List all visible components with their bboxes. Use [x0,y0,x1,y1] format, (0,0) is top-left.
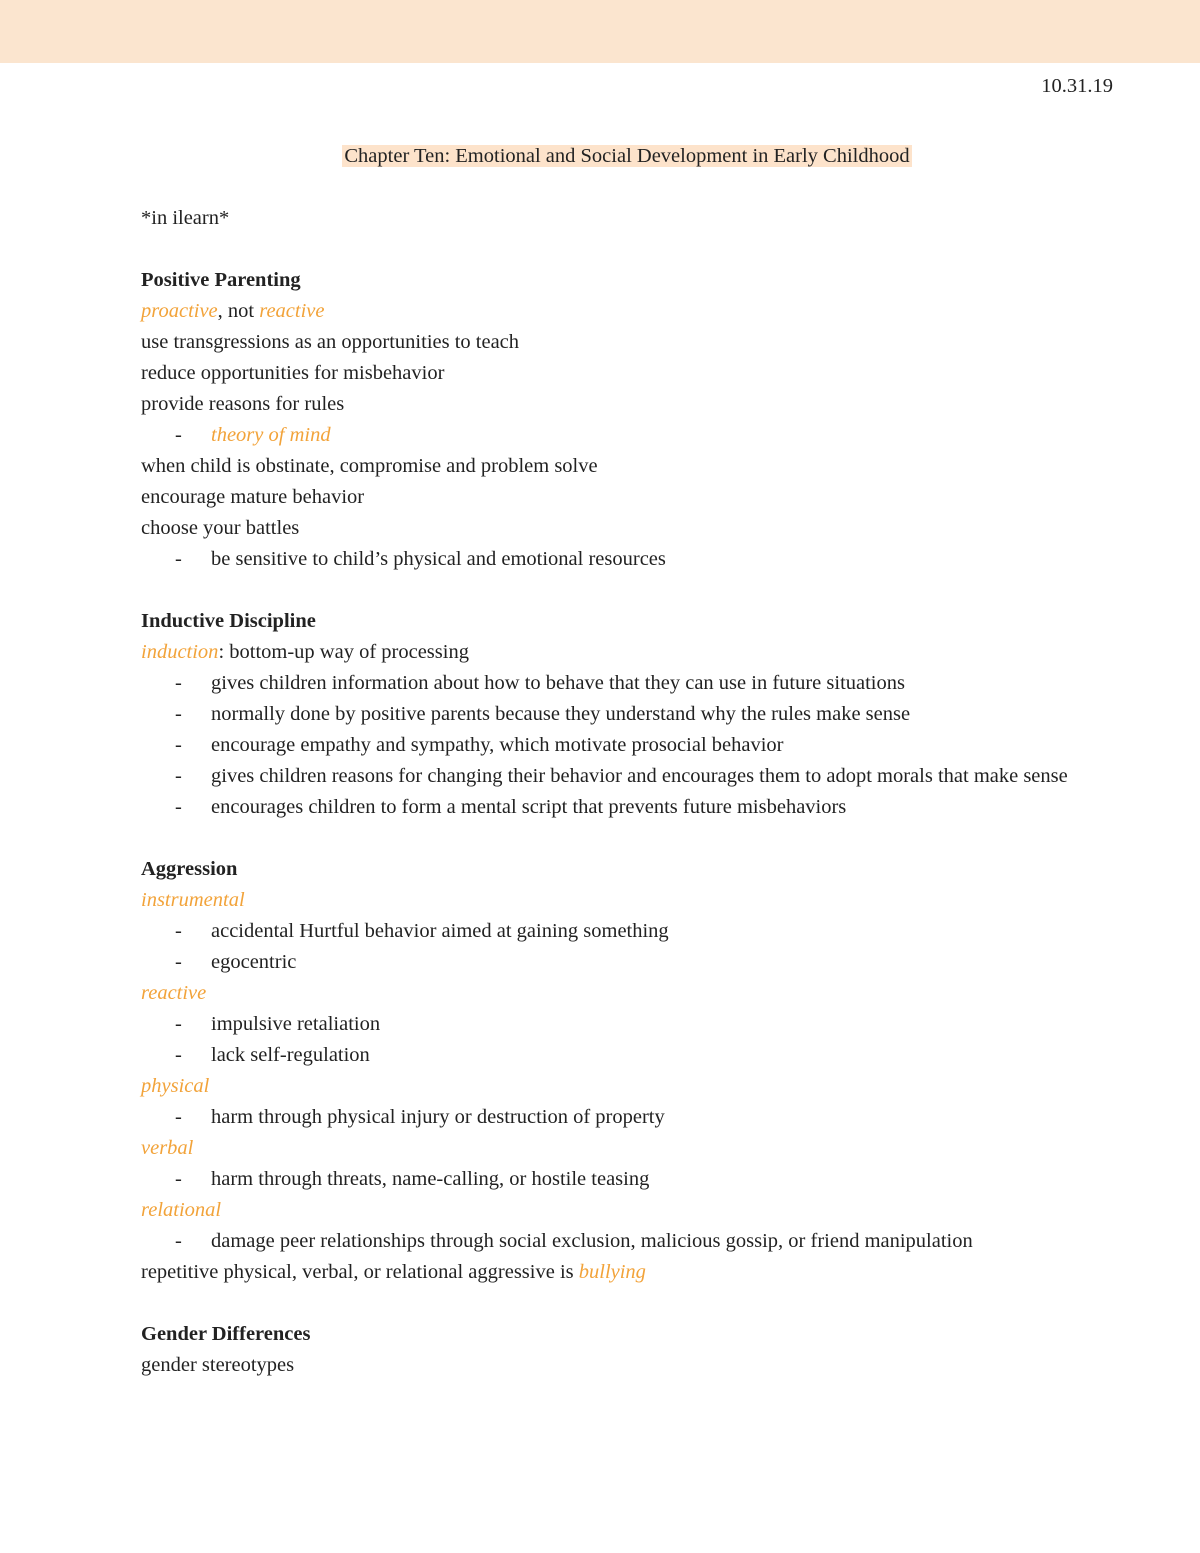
bullet-item [141,1226,1113,1257]
bullet-text: harm through physical injury or destruction of property [211,1106,665,1128]
bullet-item [141,668,1113,699]
date: 10.31.19 [1041,75,1113,97]
bullet-text: normally done by positive parents because they understand why the rules make sense [211,703,911,725]
term-proactive: proactive [141,300,218,322]
bullet-item [141,1040,1113,1071]
bullet-item [141,792,1113,823]
bullet-item [141,761,1113,792]
heading-gender-differences: Gender Differences [141,1323,311,1345]
term-relational: relational [141,1199,222,1221]
bullet-item [141,420,1113,451]
bullet-text: accidental Hurtful behavior aimed at gaining something [211,920,669,942]
proactive-line [141,296,1113,327]
text-not: , not [217,300,255,322]
text-line: gender stereotypes [141,1354,295,1376]
bullet-dash: - [175,1168,182,1190]
top-color-band [0,0,1200,63]
induction-definition: : bottom-up way of processing [218,641,469,663]
bullet-dash: - [175,1013,182,1035]
bullet-item [141,916,1113,947]
text-line: reduce opportunities for misbehavior [141,362,445,384]
bullet-dash: - [175,1230,182,1252]
bullet-text: harm through threats, name-calling, or hostile teasing [211,1168,650,1190]
heading-inductive-discipline: Inductive Discipline [141,610,316,632]
text-line: use transgressions as an opportunities to teach [141,331,520,353]
bullet-text: gives children information about how to behave that they can use in future situations [211,672,905,694]
bullet-text: gives children reasons for changing their behavior and encourages them to adopt morals that make sense [211,765,1068,787]
heading-positive-parenting: Positive Parenting [141,269,301,291]
ilearn-note: *in ilearn* [141,207,230,229]
bullet-text: encourages children to form a mental script that prevents future misbehaviors [211,796,847,818]
bullet-text: damage peer relationships through social exclusion, malicious gossip, or friend manipulation [211,1230,973,1252]
bullet-text: be sensitive to child’s physical and emotional resources [211,548,666,570]
bullet-dash: - [175,548,182,570]
text-line: encourage mature behavior [141,486,365,508]
bullying-line [141,1257,1113,1288]
bullet-dash: - [175,734,182,756]
page-title: Chapter Ten: Emotional and Social Development in Early Childhood [344,145,910,167]
term-reactive: reactive [259,300,325,322]
bullying-text: repetitive physical, verbal, or relational aggressive is [141,1261,574,1283]
bullet-item [141,1102,1113,1133]
heading-aggression: Aggression [141,858,238,880]
bullet-dash: - [175,951,182,973]
bullet-text: lack self-regulation [211,1044,370,1066]
text-line: when child is obstinate, compromise and problem solve [141,455,598,477]
bullet-text: egocentric [211,951,297,973]
term-physical: physical [141,1075,210,1097]
bullet-item [141,544,1113,575]
term-instrumental: instrumental [141,889,245,911]
bullet-dash: - [175,672,182,694]
bullet-item [141,1164,1113,1195]
bullet-dash: - [175,920,182,942]
term-theory-of-mind: theory of mind [211,424,331,446]
term-bullying: bullying [578,1261,646,1283]
bullet-item [141,947,1113,978]
bullet-item [141,699,1113,730]
term-reactive-aggression: reactive [141,982,207,1004]
bullet-text: impulsive retaliation [211,1013,381,1035]
bullet-dash: - [175,1044,182,1066]
induction-line [141,637,1113,668]
text-line: provide reasons for rules [141,393,345,415]
title-row [141,141,1113,172]
bullet-dash: - [175,703,182,725]
text-line: choose your battles [141,517,300,539]
bullet-dash: - [175,1106,182,1128]
term-verbal: verbal [141,1137,194,1159]
bullet-dash: - [175,765,182,787]
term-induction: induction [141,641,219,663]
bullet-item [141,730,1113,761]
bullet-text: encourage empathy and sympathy, which motivate prosocial behavior [211,734,784,756]
bullet-dash: - [175,424,182,446]
bullet-dash: - [175,796,182,818]
bullet-item [141,1009,1113,1040]
document-page [141,71,1113,1381]
